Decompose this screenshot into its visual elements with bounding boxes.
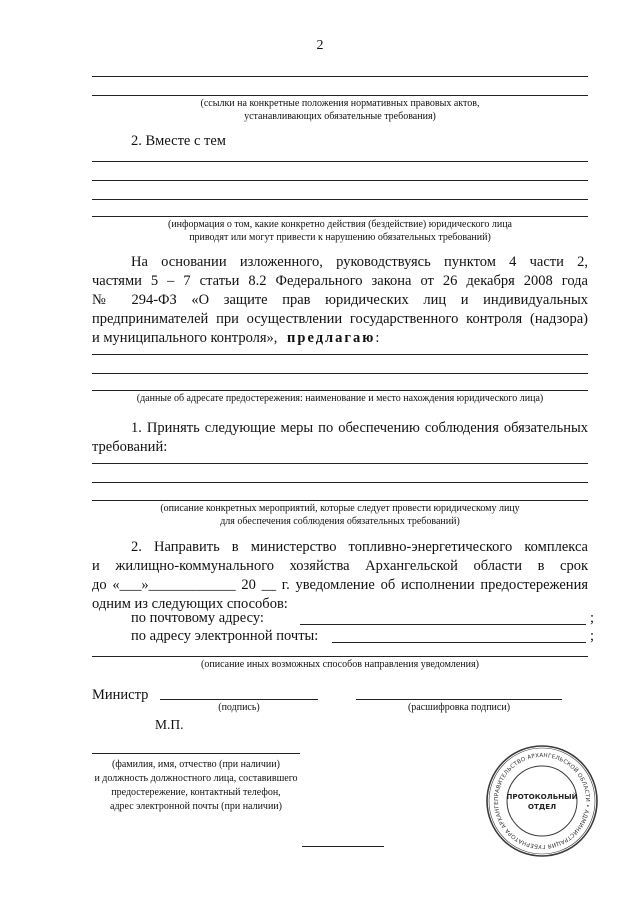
fill-line — [92, 180, 588, 181]
item1-line: требований: — [92, 439, 168, 455]
references-caption — [92, 97, 588, 123]
stamp-center-line: ПРОТОКОЛЬНЫЙ — [506, 792, 578, 801]
caption-line: адрес электронной почты (при наличии) — [110, 801, 282, 812]
fill-line — [92, 500, 588, 501]
item2-line: одним из следующих способов: — [92, 596, 288, 612]
caption-line: приводят или могут привести к нарушению обязательных требований) — [189, 232, 491, 243]
postal-address-line — [300, 624, 586, 625]
violation-caption — [92, 218, 588, 244]
fill-line — [92, 199, 588, 200]
caption-line: (описание конкретных мероприятий, которые следует провести юридическому лицу — [160, 503, 520, 514]
caption-line: устанавливающих обязательные требования) — [244, 111, 436, 122]
fill-line — [92, 354, 588, 355]
methods-caption: (описание иных возможных способов направления уведомления) — [201, 659, 479, 670]
signature-decode-caption: (расшифровка подписи) — [407, 702, 511, 713]
semicolon: ; — [590, 610, 595, 626]
email-label: по адресу электронной почты: — [131, 628, 319, 644]
postal-label: по почтовому адресу: — [131, 610, 264, 626]
fill-line — [92, 656, 588, 657]
fill-line — [92, 76, 588, 77]
item2-line: 2. Направить в министерство топливно-энергетического комплекса — [131, 539, 588, 555]
fill-line — [92, 390, 588, 391]
page-number: 2 — [316, 38, 324, 53]
protocol-department-stamp — [484, 743, 600, 859]
fill-line — [92, 216, 588, 217]
caption-line: (фамилия, имя, отчество (при наличии) — [112, 759, 280, 770]
executor-line — [92, 753, 300, 754]
stamp-center-line: ОТДЕЛ — [527, 802, 557, 811]
fill-line — [92, 482, 588, 483]
caption-line: для обеспечения соблюдения обязательных требований) — [220, 516, 460, 527]
basis-last-line — [92, 329, 379, 347]
basis-line: № 294-ФЗ «О защите прав юридических лиц и индивидуальных — [92, 292, 588, 308]
fill-line — [92, 463, 588, 464]
basis-line: предпринимателей при осуществлении государственного контроля (надзора) — [92, 311, 588, 327]
fill-line — [92, 373, 588, 374]
caption-line: (ссылки на конкретные положения нормативных правовых актов, — [200, 98, 480, 109]
item2-line: до «___»____________ 20 __ г. уведомление об исполнении предостережения — [92, 577, 588, 593]
semicolon: ; — [590, 628, 595, 644]
item2-line: и жилищно-коммунального хозяйства Архангельской области в срок — [92, 558, 588, 574]
measures-caption — [92, 502, 588, 528]
basis-line: На основании изложенного, руководствуясь пунктом 4 части 2, — [131, 254, 588, 270]
fill-line — [92, 161, 588, 162]
executor-caption — [70, 758, 322, 814]
stamp-graphic — [484, 743, 600, 859]
caption-line: (информация о том, какие конкретно действия (бездействие) юридического лица — [167, 219, 512, 230]
stamp-ring-text: ПРАВИТЕЛЬСТВО АРХАНГЕЛЬСКОЙ ОБЛАСТИ • АДМИНИСТРАЦИЯ ГУБЕРНАТОРА АРХАНГЕ — [493, 752, 591, 850]
bottom-line — [302, 846, 384, 847]
propose-word: предлагаю — [287, 330, 376, 346]
basis-line: и муниципального контроля», — [92, 330, 278, 346]
email-address-line — [332, 642, 586, 643]
addressee-caption: (данные об адресате предостережения: наименование и место нахождения юридического лица) — [136, 393, 544, 404]
basis-line: частями 5 – 7 статьи 8.2 Федерального закона от 26 декабря 2008 года — [92, 273, 588, 289]
signature-caption: (подпись) — [218, 702, 260, 713]
caption-line: и должность должностного лица, составившего — [94, 773, 298, 784]
colon: : — [375, 330, 380, 346]
seal-label: М.П. — [155, 717, 184, 732]
section-heading: 2. Вместе с тем — [131, 133, 226, 149]
item1-line: 1. Принять следующие меры по обеспечению соблюдения обязательных — [131, 420, 588, 436]
caption-line: предостережение, контактный телефон, — [111, 787, 281, 798]
minister-label: Министр — [92, 687, 149, 703]
signature-line — [160, 699, 318, 700]
fill-line — [92, 95, 588, 96]
signature-decode-line — [356, 699, 562, 700]
